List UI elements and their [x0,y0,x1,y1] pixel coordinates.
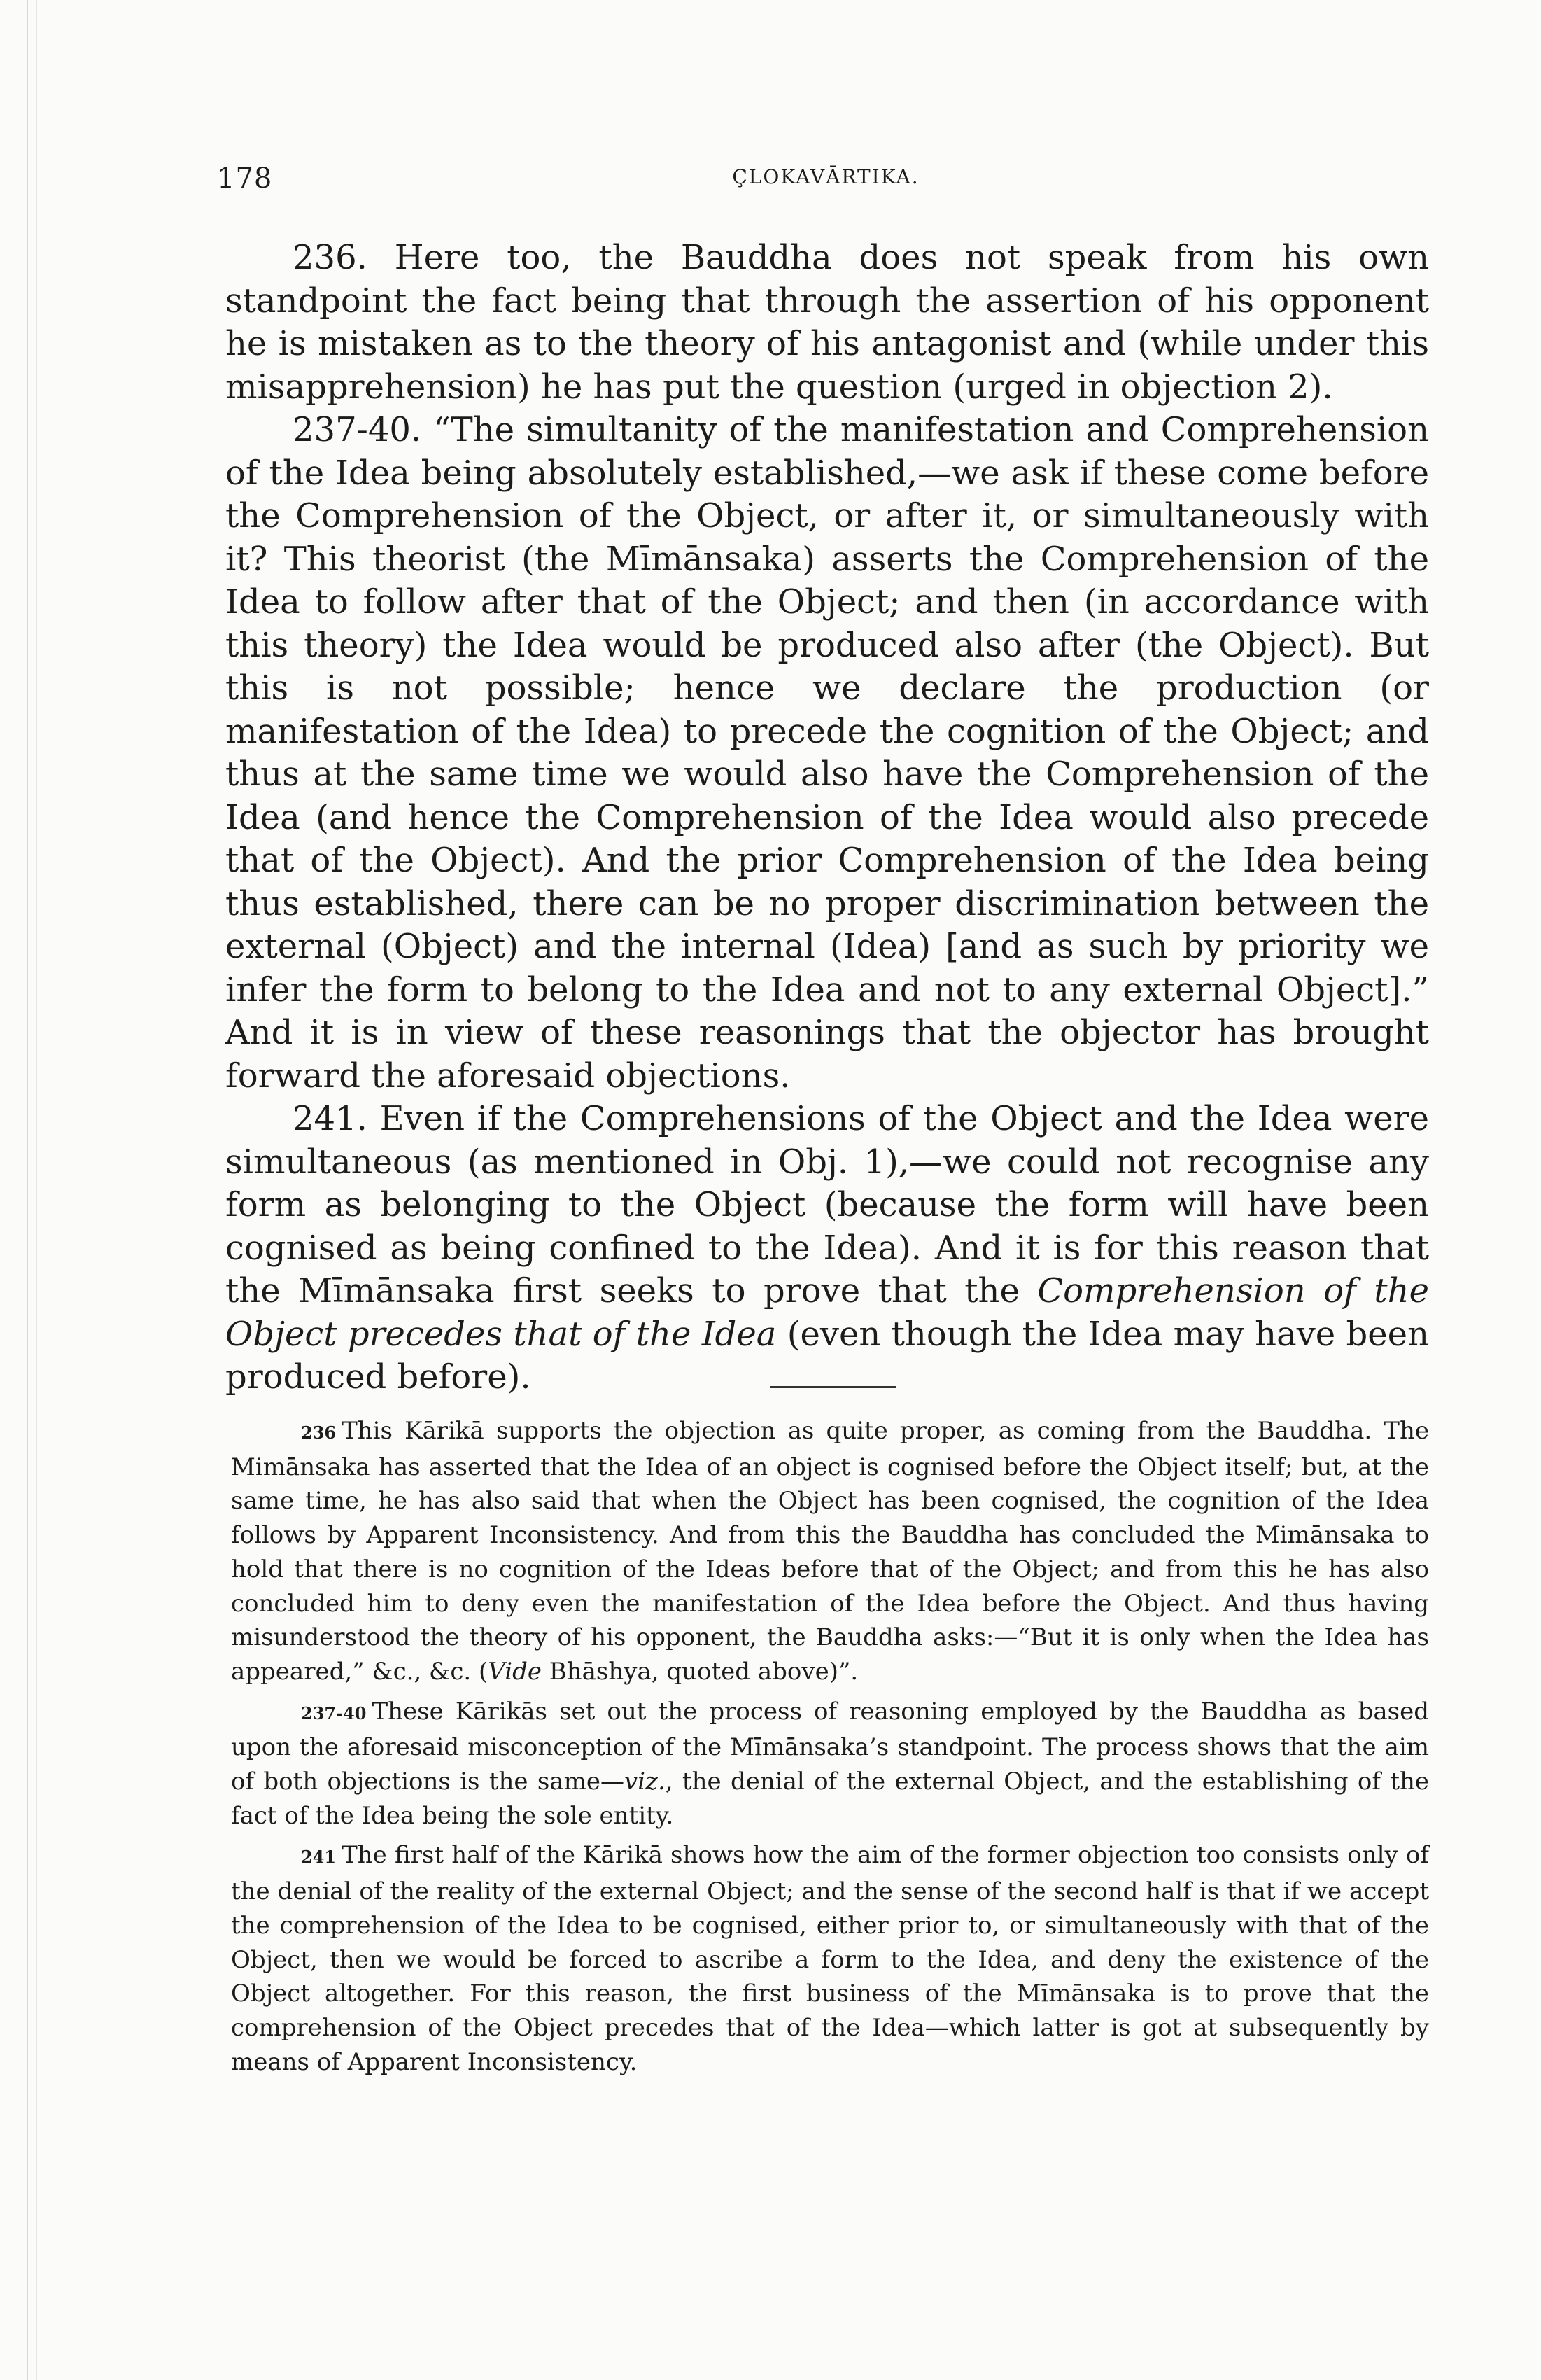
footnote-text: , the denial of the external Object, and the establishing of the fact of the Idea being the sole entity. [231,1768,1429,1830]
footnote-text: This Kārikā supports the objection as quite proper, as coming from the Bauddha. The Mimānsaka has asserted that the Idea of an object is cognised before the Object itself; but, at the same time, he has also said that when the Object has been cognised, the cognition of the Idea follows by Apparent Inconsistency. And from this the Bauddha has concluded the Mimānsaka to hold that there is no cognition of the Ideas before that of the Object; and from this he has also concluded him to deny even the manifestation of the Idea before the Object. And thus having misunderstood the theory of his opponent, the Bauddha asks:—“But it is only when the Idea has appeared,” &c., &c. ( [231,1417,1429,1686]
footnote-divider [770,1386,896,1388]
page-number: 178 [217,162,273,195]
page-edge-shadow [27,0,28,2380]
footnote-text: These Kārikās set out the process of reasoning employed by the Bauddha as based upon the aforesaid misconception of the Mīmānsaka’s standpoint. The process shows that the aim of both objections is the same— [231,1697,1429,1796]
paragraph-241 [225,1098,1429,1399]
paragraph-text: 236. Here too, the Bauddha does not speak from his own standpoint the fact being that through the assertion of his opponent he is mistaken as to the theory of his antagonist and (while under this misapprehension) he has put the question (urged in objection 2). [225,238,1429,407]
paragraph-237-40 [225,409,1429,1098]
footnote-241 [231,1838,1429,2079]
page-edge-shadow-inner [36,0,37,2380]
footnote-text: Bhāshya, quoted above)”. [541,1657,859,1686]
footnote-number: 237-40 [301,1702,367,1723]
footnote-number: 236 [301,1422,337,1443]
footnote-237-40 [231,1695,1429,1833]
emphasis-text: Comprehension of the Object precedes that of the Idea [225,1271,1429,1354]
page-header [217,162,1435,204]
paragraph-text: 241. Even if the Comprehensions of the Object and the Idea were simultaneous (as mentioned in Obj. 1),—we could not recognise any form as belonging to the Object (because the form will have been cognised as being confined to the Idea). And it is for this reason that the Mīmānsaka first seeks to prove that the [225,1099,1429,1310]
running-title: ÇLOKAVĀRTIKA. [732,165,920,188]
footnote-236 [231,1414,1429,1689]
paragraph-text: 237-40. “The simultanity of the manifestation and Comprehension of the Idea being absolutely established,—we ask if these come before the Comprehension of the Object, or after it, or simultaneously with it? This theorist (the Mīmānsaka) asserts the Comprehension of the Idea to follow after that of the Object; and then (in accordance with this theory) the Idea would be produced also after (the Object). But this is not possible; hence we declare the production (or manifestation of the Idea) to precede the cognition of the Object; and thus at the same time we would also have the Comprehension of the Idea (and hence the Comprehension of the Idea would also precede that of the Object). And the prior Comprehension of the Idea being thus established, there can be no proper discrimination between the external (Object) and the internal (Idea) [and as such by priority we infer the form to belong to the Idea and not to any external Object].” And it is in view of these reasonings that the objector has brought forward the aforesaid objections. [225,410,1429,1096]
main-text [225,237,1429,1399]
paragraph-text: (even though the Idea may have been produced before). [225,1314,1429,1396]
footnotes [231,1414,1429,2085]
footnote-text: The first half of the Kārikā shows how the aim of the former objection too consists only of the denial of the reality of the external Object; and the sense of the second half is that if we accept the comprehension of the Idea to be cognised, either prior to, or simultaneously with that of the Object, then we would be forced to ascribe a form to the Idea, and deny the existence of the Object altogether. For this reason, the first business of the Mīmānsaka is to prove that the comprehension of the Object precedes that of the Idea—which latter is got at subsequently by means of Apparent Inconsistency. [231,1841,1429,2076]
emphasis-text: viz. [624,1768,666,1796]
emphasis-text: Vide [488,1657,542,1686]
footnote-number: 241 [301,1847,337,1868]
paragraph-236 [225,237,1429,409]
